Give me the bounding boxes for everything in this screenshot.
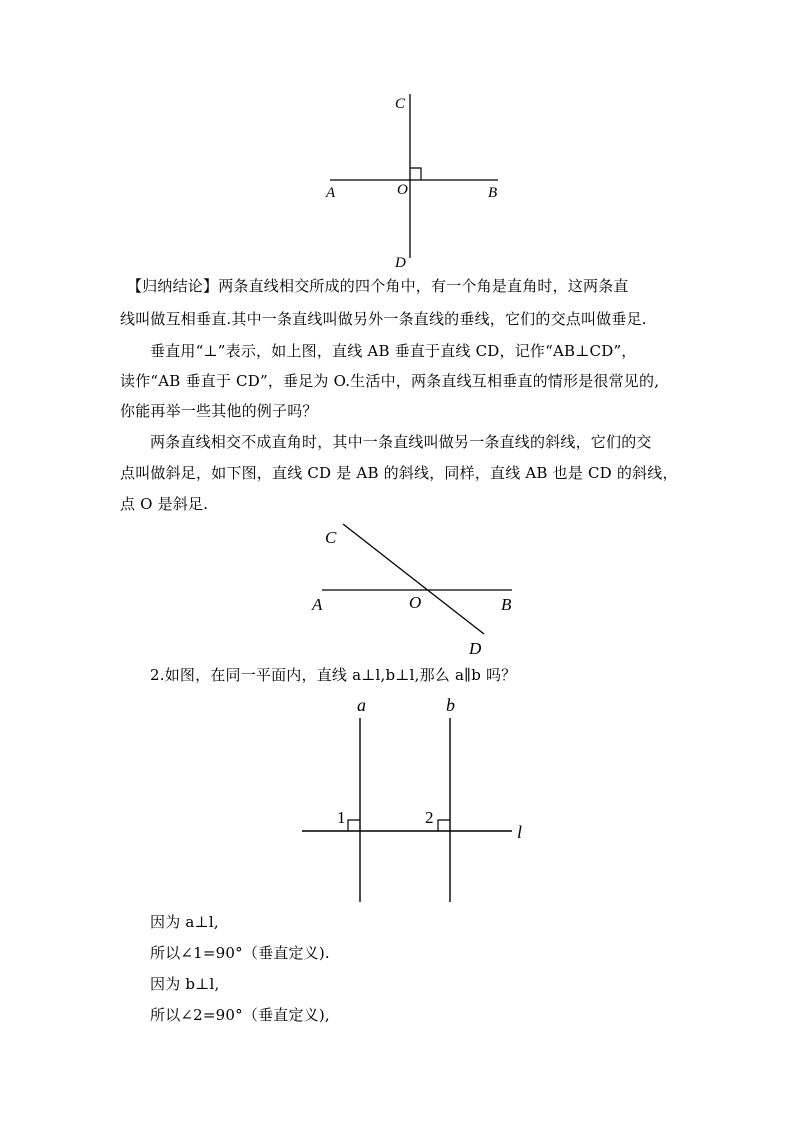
- notation-line-1: 垂直用“⊥”表示，如上图，直线 AB 垂直于直线 CD，记作“AB⊥CD”，: [150, 342, 637, 360]
- label-l: l: [517, 822, 523, 842]
- label-d: D: [469, 639, 482, 658]
- question-text: 2.如图，在同一平面内，直线 a⊥l,b⊥l,那么 a∥b 吗？: [150, 666, 517, 684]
- notation-line-2: 读作“AB 垂直于 CD”，垂足为 O.生活中，两条直线互相垂直的情形是很常见的,: [120, 372, 660, 390]
- right-angle-mark-1: [348, 820, 360, 831]
- oblique-lines-figure: [305, 515, 530, 660]
- conclusion-line-1: 【归纳结论】两条直线相交所成的四个角中，有一个角是直角时，这两条直: [127, 277, 629, 295]
- notation-line-3: 你能再举一些其他的例子吗？: [120, 402, 318, 420]
- proof-line-4: 所以∠2=90°（垂直定义),: [150, 1006, 330, 1024]
- label-c: C: [395, 96, 406, 112]
- label-b: B: [501, 595, 512, 614]
- label-c: C: [325, 528, 337, 547]
- label-b: B: [488, 185, 498, 201]
- angle-label-2: 2: [425, 808, 434, 827]
- oblique-line-1: 两条直线相交不成直角时，其中一条直线叫做另一条直线的斜线，它们的交: [150, 433, 652, 451]
- label-d: D: [395, 255, 406, 268]
- right-angle-mark: [410, 168, 421, 180]
- label-a: A: [312, 595, 323, 614]
- line-cd: [343, 524, 484, 634]
- parallel-perpendicular-figure: [295, 690, 535, 905]
- proof-line-1: 因为 a⊥l,: [150, 913, 219, 931]
- proof-line-3: 因为 b⊥l,: [150, 975, 220, 993]
- label-a: A: [326, 185, 336, 201]
- label-a: a: [357, 695, 366, 715]
- label-o: O: [397, 182, 408, 198]
- oblique-line-2: 点叫做斜足，如下图，直线 CD 是 AB 的斜线，同样，直线 AB 也是 CD 的斜线，: [120, 464, 678, 482]
- label-o: O: [409, 593, 422, 612]
- oblique-line-3: 点 O 是斜足.: [120, 495, 209, 513]
- label-b: b: [446, 695, 455, 715]
- perpendicular-lines-figure: [320, 88, 510, 268]
- angle-label-1: 1: [337, 808, 346, 827]
- right-angle-mark-2: [438, 820, 450, 831]
- proof-line-2: 所以∠1=90°（垂直定义).: [150, 944, 330, 962]
- conclusion-line-2: 线叫做互相垂直.其中一条直线叫做另外一条直线的垂线，它们的交点叫做垂足.: [120, 310, 647, 328]
